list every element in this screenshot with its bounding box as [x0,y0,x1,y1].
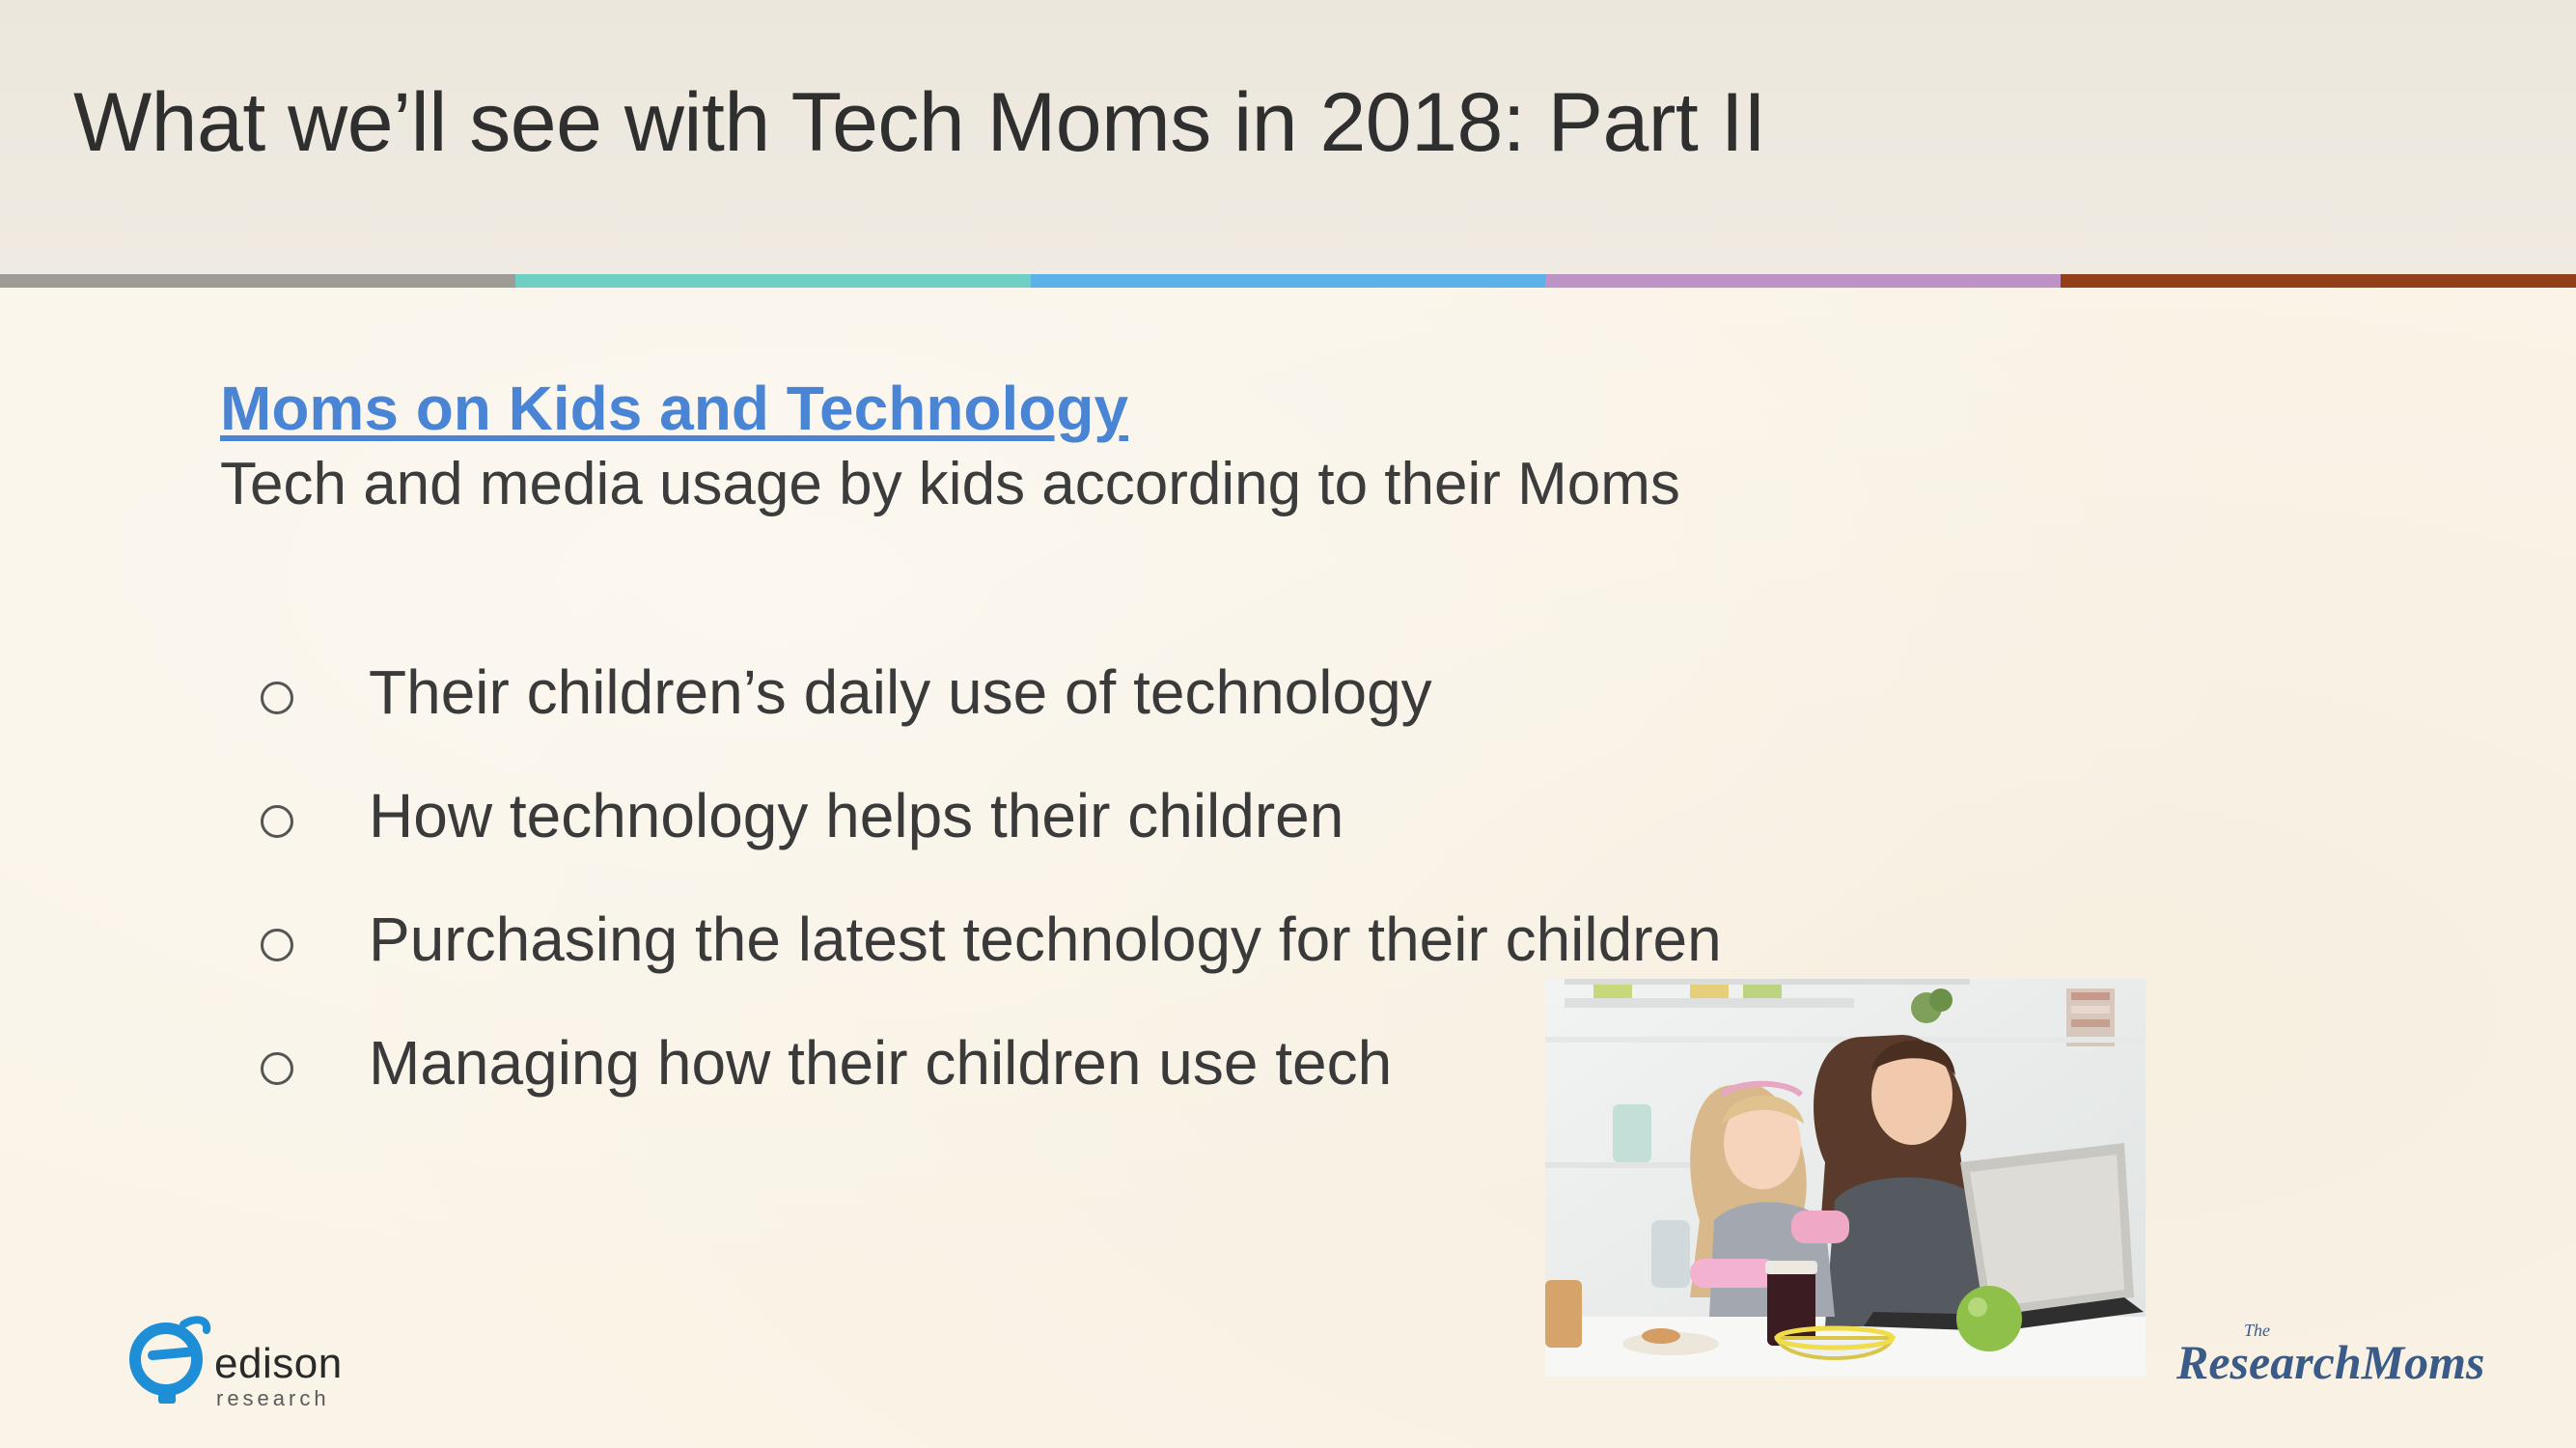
research-moms-small-word: The [2244,1321,2270,1340]
edison-logo-sub: research [216,1386,330,1410]
edison-bulb-icon [125,1313,212,1413]
photo-illustration [1545,979,2146,1377]
color-bar-segment [1031,274,1546,288]
edison-research-logo [125,1313,357,1413]
color-bar-segment [515,274,1031,288]
color-bar-segment [2061,274,2576,288]
slide-title: What we’ll see with Tech Moms in 2018: Part II [73,76,1766,169]
list-item [261,904,1722,1027]
section-link[interactable]: Moms on Kids and Technology [220,374,1129,443]
research-moms-main-word: ResearchMoms [2176,1335,2485,1389]
edison-logo-word: edison [214,1340,343,1387]
hollow-bullet-icon [261,1052,293,1085]
hollow-bullet-icon [261,682,293,714]
bullet-list [261,656,1722,1151]
bullet-text: How technology helps their children [369,781,1344,850]
color-bar-segment [0,274,515,288]
mother-daughter-laptop-photo [1545,979,2146,1377]
research-moms-logo [2176,1321,2485,1398]
color-divider-bar [0,274,2576,288]
list-item [261,1027,1722,1151]
bullet-text: Purchasing the latest technology for their children [369,905,1722,974]
list-item [261,780,1722,904]
bullet-text: Managing how their children use tech [369,1028,1393,1098]
hollow-bullet-icon [261,929,293,961]
color-bar-segment [1545,274,2061,288]
hollow-bullet-icon [261,805,293,838]
list-item [261,656,1722,780]
bullet-text: Their children’s daily use of technology [369,657,1432,727]
section-heading [220,373,1680,518]
slide-header [0,0,2576,274]
section-subtitle: Tech and media usage by kids according to their Moms [220,451,1680,517]
